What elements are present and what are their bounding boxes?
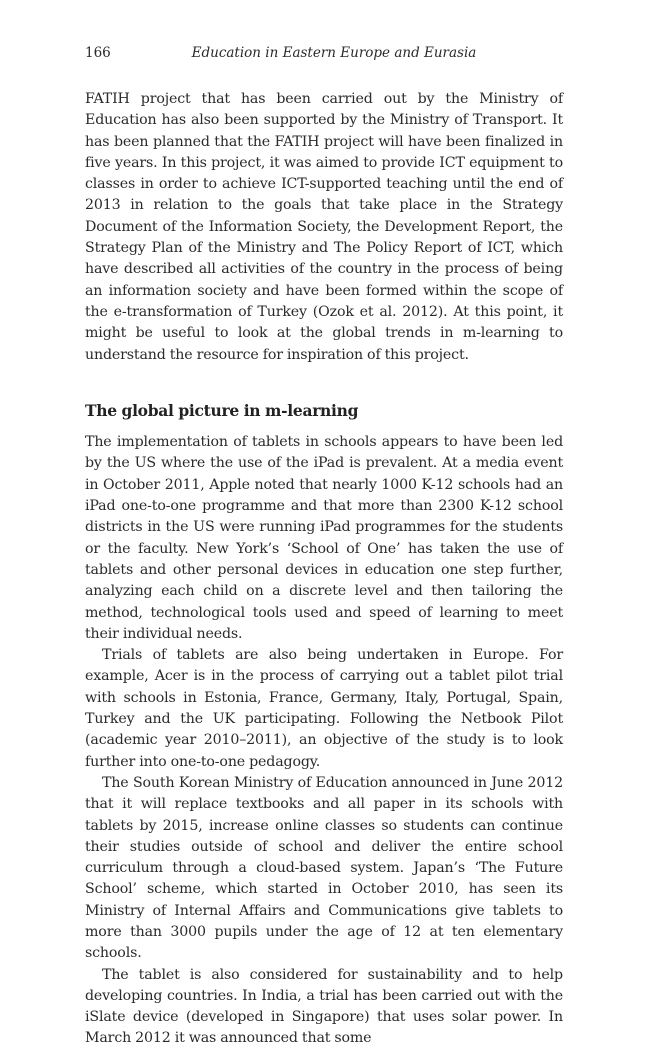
running-title: Education in Eastern Europe and Eurasia xyxy=(191,45,477,61)
page-number: 166 xyxy=(85,45,111,61)
section-heading: The global picture in m-learning xyxy=(85,400,359,420)
running-head xyxy=(85,45,563,65)
paragraph-europe-trials: Trials of tablets are also being undertaken in Europe. For example, Acer is in the process of carrying out a tablet pilot trial with schools in Estonia, France, Germany, Italy, Portugal, Spain, Turkey and the UK participating. Following the Netbook Pilot (academic year 2010–2011), an objective of the study is to look further into one-to-one pedagogy. xyxy=(85,647,563,770)
paragraph-fatih: FATIH project that has been carried out by the Ministry of Education has also been supported by the Ministry of Transport. It has been planned that the FATIH project will have been finalized in five years. In this project, it was aimed to provide ICT equipment to classes in order to achieve ICT-supported teaching until the end of 2013 in relation to the goals that take place in the Strategy Document of the Information Society, the Development Report, the Strategy Plan of the Ministry and The Policy Report of ICT, which have described all activities of the country in the process of being an information society and have been formed within the scope of the e-transformation of Turkey (Ozok et al. 2012). At this point, it might be useful to look at the global trends in m-learning to understand the resource for inspiration of this project. xyxy=(85,91,563,363)
body-text xyxy=(85,89,563,1050)
book-page xyxy=(85,0,563,1050)
paragraph-developing-countries: The tablet is also considered for sustainability and to help developing countries. In India, a trial has been carried out with the iSlate device (developed in Singapore) that uses solar power. In March 2012 it was announced that some xyxy=(85,966,563,1047)
paragraph-us-tablets: The implementation of tablets in schools appears to have been led by the US where the use of the iPad is prevalent. At a media event in October 2011, Apple noted that nearly 1000 K-12 schools had an iPad one-to-one programme and that more than 2300 K-12 school districts in the US were running iPad programmes for the students or the faculty. New York’s ‘School of One’ has taken the use of tablets and other personal devices in education one step further, analyzing each child on a discrete level and then tailoring the method, technological tools used and speed of learning to meet their individual needs. xyxy=(85,434,563,642)
paragraph-south-korea-japan: The South Korean Ministry of Education announced in June 2012 that it will replace textbooks and all paper in its schools with tablets by 2015, increase online classes so students can continue their studies outside of school and deliver the entire school curriculum through a cloud-based system. Japan’s ‘The Future School’ scheme, which started in October 2010, has seen its Ministry of Internal Affairs and Communications give tablets to more than 3000 pupils under the age of 12 at ten elementary schools. xyxy=(85,774,563,962)
